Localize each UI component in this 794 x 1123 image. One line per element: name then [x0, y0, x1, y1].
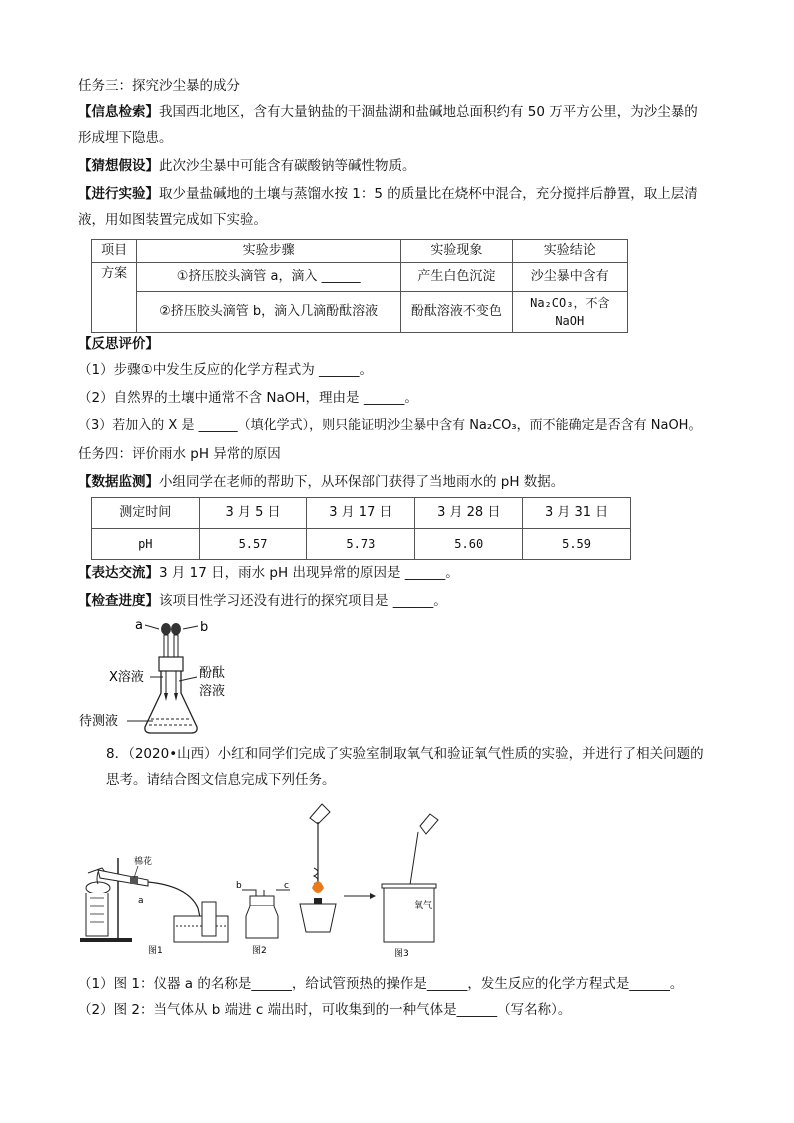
phenol-label-1: 酚酞 [199, 666, 226, 681]
figure-3-burning [300, 804, 438, 959]
test-liquid-label: 待测液 [79, 714, 119, 729]
fig1-caption: 图1 [148, 946, 163, 956]
ph-value-3: 5.60 [415, 529, 523, 560]
flask-dropper-figure [75, 615, 255, 740]
step-1-cell: ①挤压胶头滴管 a，滴入 ______ [137, 263, 401, 292]
table-row [92, 498, 631, 529]
phenomenon-1-cell: 产生白色沉淀 [401, 263, 512, 292]
info-text-2: 形成埋下隐患。 [78, 130, 173, 146]
apparatus-a-label: a [138, 896, 144, 906]
bottle-b-label: b [236, 881, 242, 891]
ph-value-1: 5.57 [199, 529, 307, 560]
info-label: 【信息检索】 [78, 104, 159, 120]
question-3: （3）若加入的 X 是 ______（填化学式），则只能证明沙尘暴中含有 Na₂CO₃，而不能确定是否含有 NaOH。 [78, 418, 702, 433]
dropper-b-label: b [200, 620, 209, 635]
task3-heading: 任务三：探究沙尘暴的成分 [78, 78, 240, 94]
guess-text: 此次沙尘暴中可能含有碳酸钠等碱性物质。 [159, 158, 416, 174]
fig3-caption: 图3 [394, 949, 409, 959]
data-line [78, 472, 728, 492]
experiment-line-1 [78, 184, 728, 204]
conical-flask-icon [145, 671, 197, 733]
oxygen-experiment-figures [78, 798, 478, 963]
exp-label: 【进行实验】 [78, 186, 159, 202]
check-text: 该项目性学习还没有进行的探究项目是 ______。 [159, 593, 447, 609]
step-2-cell: ②挤压胶头滴管 b，滴入几滴酚酞溶液 [137, 292, 401, 333]
q8-line-2: 思考。请结合图文信息完成下列任务。 [106, 772, 336, 788]
info-text-1: 我国西北地区，含有大量钠盐的干涸盐湖和盐碱地总面积约有 50 万平方公里，为沙尘暴的 [159, 104, 698, 120]
oxygen-label: 氧气 [414, 901, 433, 911]
data-text: 小组同学在老师的帮助下，从环保部门获得了当地雨水的 pH 数据。 [159, 474, 565, 490]
question-2: （2）自然界的土壤中通常不含 NaOH，理由是 ______。 [78, 390, 418, 406]
data-label: 【数据监测】 [78, 474, 159, 490]
express-label: 【表达交流】 [78, 565, 159, 581]
phenol-label-2: 溶液 [199, 684, 226, 699]
check-line [78, 591, 728, 611]
cotton-label: 棉花 [134, 857, 153, 867]
q8-sub-2: （2）图 2：当气体从 b 端进 c 端出时，可收集到的一种气体是______（写名称）。 [78, 1002, 572, 1018]
task4-heading: 任务四：评价雨水 pH 异常的原因 [78, 446, 281, 462]
experiment-table [91, 239, 628, 333]
ph-row-label: pH [92, 529, 200, 560]
ph-header-date-4: 3 月 31 日 [523, 498, 631, 529]
table-header-phenomenon: 实验现象 [401, 240, 512, 263]
figure-1-apparatus [80, 855, 228, 956]
reflect-label: 【反思评价】 [78, 336, 159, 352]
check-label: 【检查进度】 [78, 593, 159, 609]
fig2-caption: 图2 [252, 946, 267, 956]
express-line [78, 563, 728, 583]
ph-table [91, 497, 631, 560]
table-row [92, 263, 628, 292]
bottle-c-label: c [284, 881, 289, 891]
guess-label: 【猜想假设】 [78, 158, 159, 174]
table-header-item: 项目 [92, 240, 137, 263]
table-row [92, 292, 628, 333]
q8-line-1: 8．（2020•山西）小红和同学们完成了实验室制取氧气和验证氧气性质的实验，并进行了相关问题的 [106, 746, 704, 762]
dropper-a-label: a [135, 618, 143, 633]
info-retrieval-line-1 [78, 102, 728, 122]
ph-header-time: 测定时间 [92, 498, 200, 529]
express-text: 3 月 17 日，雨水 pH 出现异常的原因是 ______。 [159, 565, 459, 581]
x-solution-label: X溶液 [109, 670, 144, 685]
guess-line [78, 156, 728, 176]
flame-icon [312, 881, 324, 893]
exp-text-1: 取少量盐碱地的土壤与蒸馏水按 1：5 的质量比在烧杯中混合，充分搅拌后静置，取上层清 [159, 186, 698, 202]
table-header-conclusion: 实验结论 [512, 240, 627, 263]
table-row [92, 529, 631, 560]
phenomenon-2-cell: 酚酞溶液不变色 [401, 292, 512, 333]
table-row-label: 方案 [92, 263, 137, 333]
conclusion-2-cell: Na₂CO₃，不含 NaOH [512, 292, 627, 333]
q8-sub-1: （1）图 1：仪器 a 的名称是______，给试管预热的操作是______，发生反应的化学方程式是______。 [78, 976, 684, 992]
question-1: （1）步骤①中发生反应的化学方程式为 ______。 [78, 362, 373, 378]
figure-2-gas-bottle [236, 881, 290, 956]
ph-value-4: 5.59 [523, 529, 631, 560]
exp-text-2: 液，用如图装置完成如下实验。 [78, 212, 267, 228]
table-row [92, 240, 628, 263]
ph-header-date-3: 3 月 28 日 [415, 498, 523, 529]
ph-header-date-1: 3 月 5 日 [199, 498, 307, 529]
table-header-steps: 实验步骤 [137, 240, 401, 263]
ph-header-date-2: 3 月 17 日 [307, 498, 415, 529]
stopper-icon [159, 657, 183, 671]
dropper-bulb-icon [161, 623, 171, 635]
conclusion-1-cell: 沙尘暴中含有 [512, 263, 627, 292]
ph-value-2: 5.73 [307, 529, 415, 560]
